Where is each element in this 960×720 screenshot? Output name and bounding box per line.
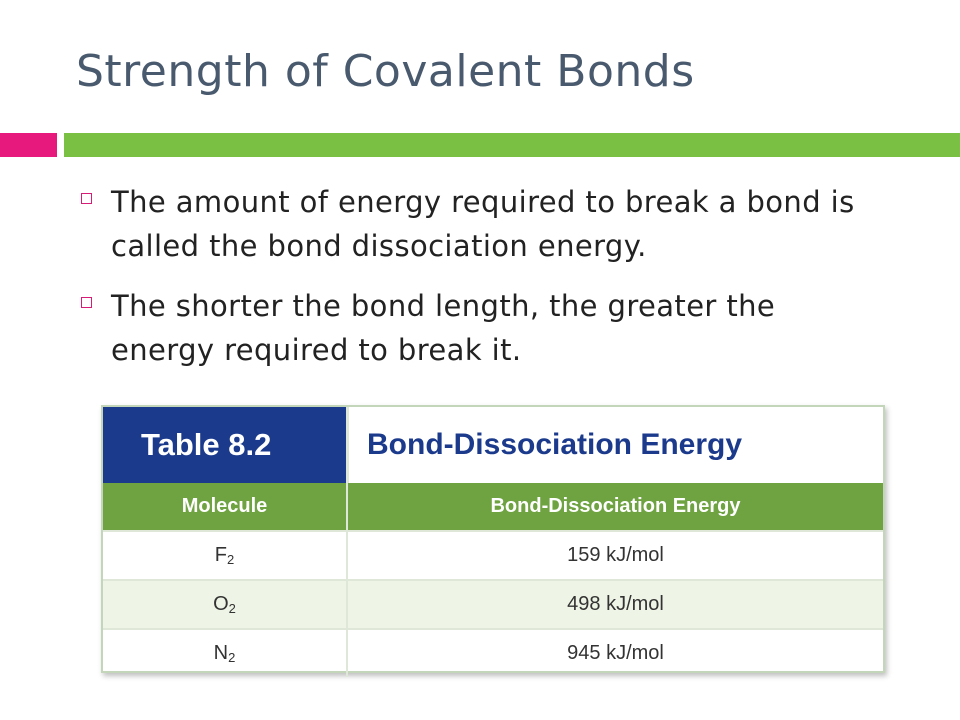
table-column-headers [103,483,883,530]
bullet-text: The amount of energy required to break a bond is called the bond dissociation energy. [111,185,855,263]
table-caption: Bond-Dissociation Energy [346,407,883,483]
accent-bar-green [64,133,960,157]
square-bullet-icon [81,193,92,204]
table-row [103,628,883,677]
slide-title: Strength of Covalent Bonds [76,46,695,97]
molecule-element: N [213,642,229,664]
column-header-molecule: Molecule [103,483,348,530]
energy-cell: 159 kJ/mol [567,544,664,566]
molecule-cell [103,630,348,677]
molecule-subscript: 2 [228,601,236,616]
molecule-element: F [214,544,227,566]
table-number: Table 8.2 [103,407,346,483]
column-header-energy: Bond-Dissociation Energy [490,495,741,517]
square-bullet-icon [81,297,92,308]
bullet-item [78,180,878,268]
molecule-cell [103,532,348,579]
molecule-element: O [213,593,229,615]
bullet-item [78,284,878,372]
energy-cell: 498 kJ/mol [567,593,664,615]
table-header [103,407,883,483]
table-row [103,530,883,579]
bullet-text: The shorter the bond length, the greater the energy required to break it. [111,289,776,367]
bond-energy-table [101,405,885,673]
accent-bar-pink [0,133,57,157]
bullet-list [78,180,878,388]
energy-cell: 945 kJ/mol [567,642,664,664]
molecule-subscript: 2 [226,552,235,567]
molecule-cell [103,581,348,628]
table-row [103,579,883,628]
molecule-subscript: 2 [228,650,236,665]
